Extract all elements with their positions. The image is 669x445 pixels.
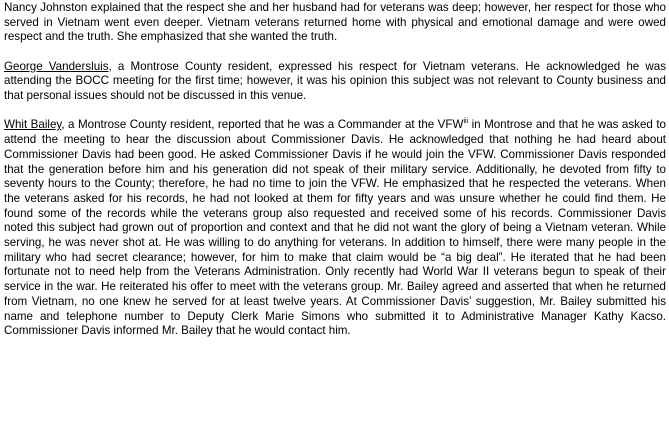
paragraph-whit-bailey [4,118,666,339]
paragraph-text-continued: in Montrose and that he was asked to attend the meeting to hear the discussion about Commissioner Davis. He acknowledged that nothing he had heard about Commissioner Davis had been good. He asked Commissioner Davis if he would join the VFW. Commissioner Davis responded that the generation before him and his generation did not speak of their military service. Additionally, he devoted from fifty to seventy hours to the County; therefore, he had no time to join the VFW. He emphasized that he respected the veterans. When the veterans asked for his records, he had not looked at them for fifty years and was unsure whether he could find them. He found some of the records while the veterans group also requested and received some of his records. Commissioner Davis noted this subject had grown out of proportion and context and that he did not want the glory of being a Vietnam veteran. While serving, he was never shot at. He was willing to do anything for veterans. In addition to himself, there were many people in the military who had secret clearance; however, for him to make that claim would be “a big deal”. He iterated that he had been fortunate not to need help from the Veterans Administration. Only recently had World War II veterans begun to speak of their service in the war. He reiterated his offer to meet with the veterans group. Mr. Bailey agreed and asserted that when he returned from Vietnam, no one knew he served for at least twelve years. At Commissioner Davis’ suggestion, Mr. Bailey submitted his name and telephone number to Deputy Clerk Marie Simons who submitted it to Administrative Manager Kathy Kacso. Commissioner Davis informed Mr. Bailey that he would contact him. [4,118,666,338]
paragraph-george-vandersluis [4,60,666,104]
document-page [4,1,666,354]
paragraph-nancy-johnston [4,1,666,45]
paragraph-text: , a Montrose County resident, reported that he was a Commander at the VFW [61,118,464,132]
paragraph-text: Nancy Johnston explained that the respect she and her husband had for veterans was deep; however, her respect for those who served in Vietnam went even deeper. Vietnam veterans returned home with physical and emotional damage and were owed respect and the truth. She emphasized that she wanted the truth. [4,1,666,44]
endnote-marker: iii [463,118,469,126]
paragraph-text: , a Montrose County resident, expressed his respect for Vietnam veterans. He acknowledged he was attending the BOCC meeting for the first time; however, it was his opinion this subject was not relevant to County business and that personal issues should not be discussed in this venue. [4,59,667,103]
speaker-name: George Vandersluis [4,59,109,73]
speaker-name: Whit Bailey [4,118,62,132]
